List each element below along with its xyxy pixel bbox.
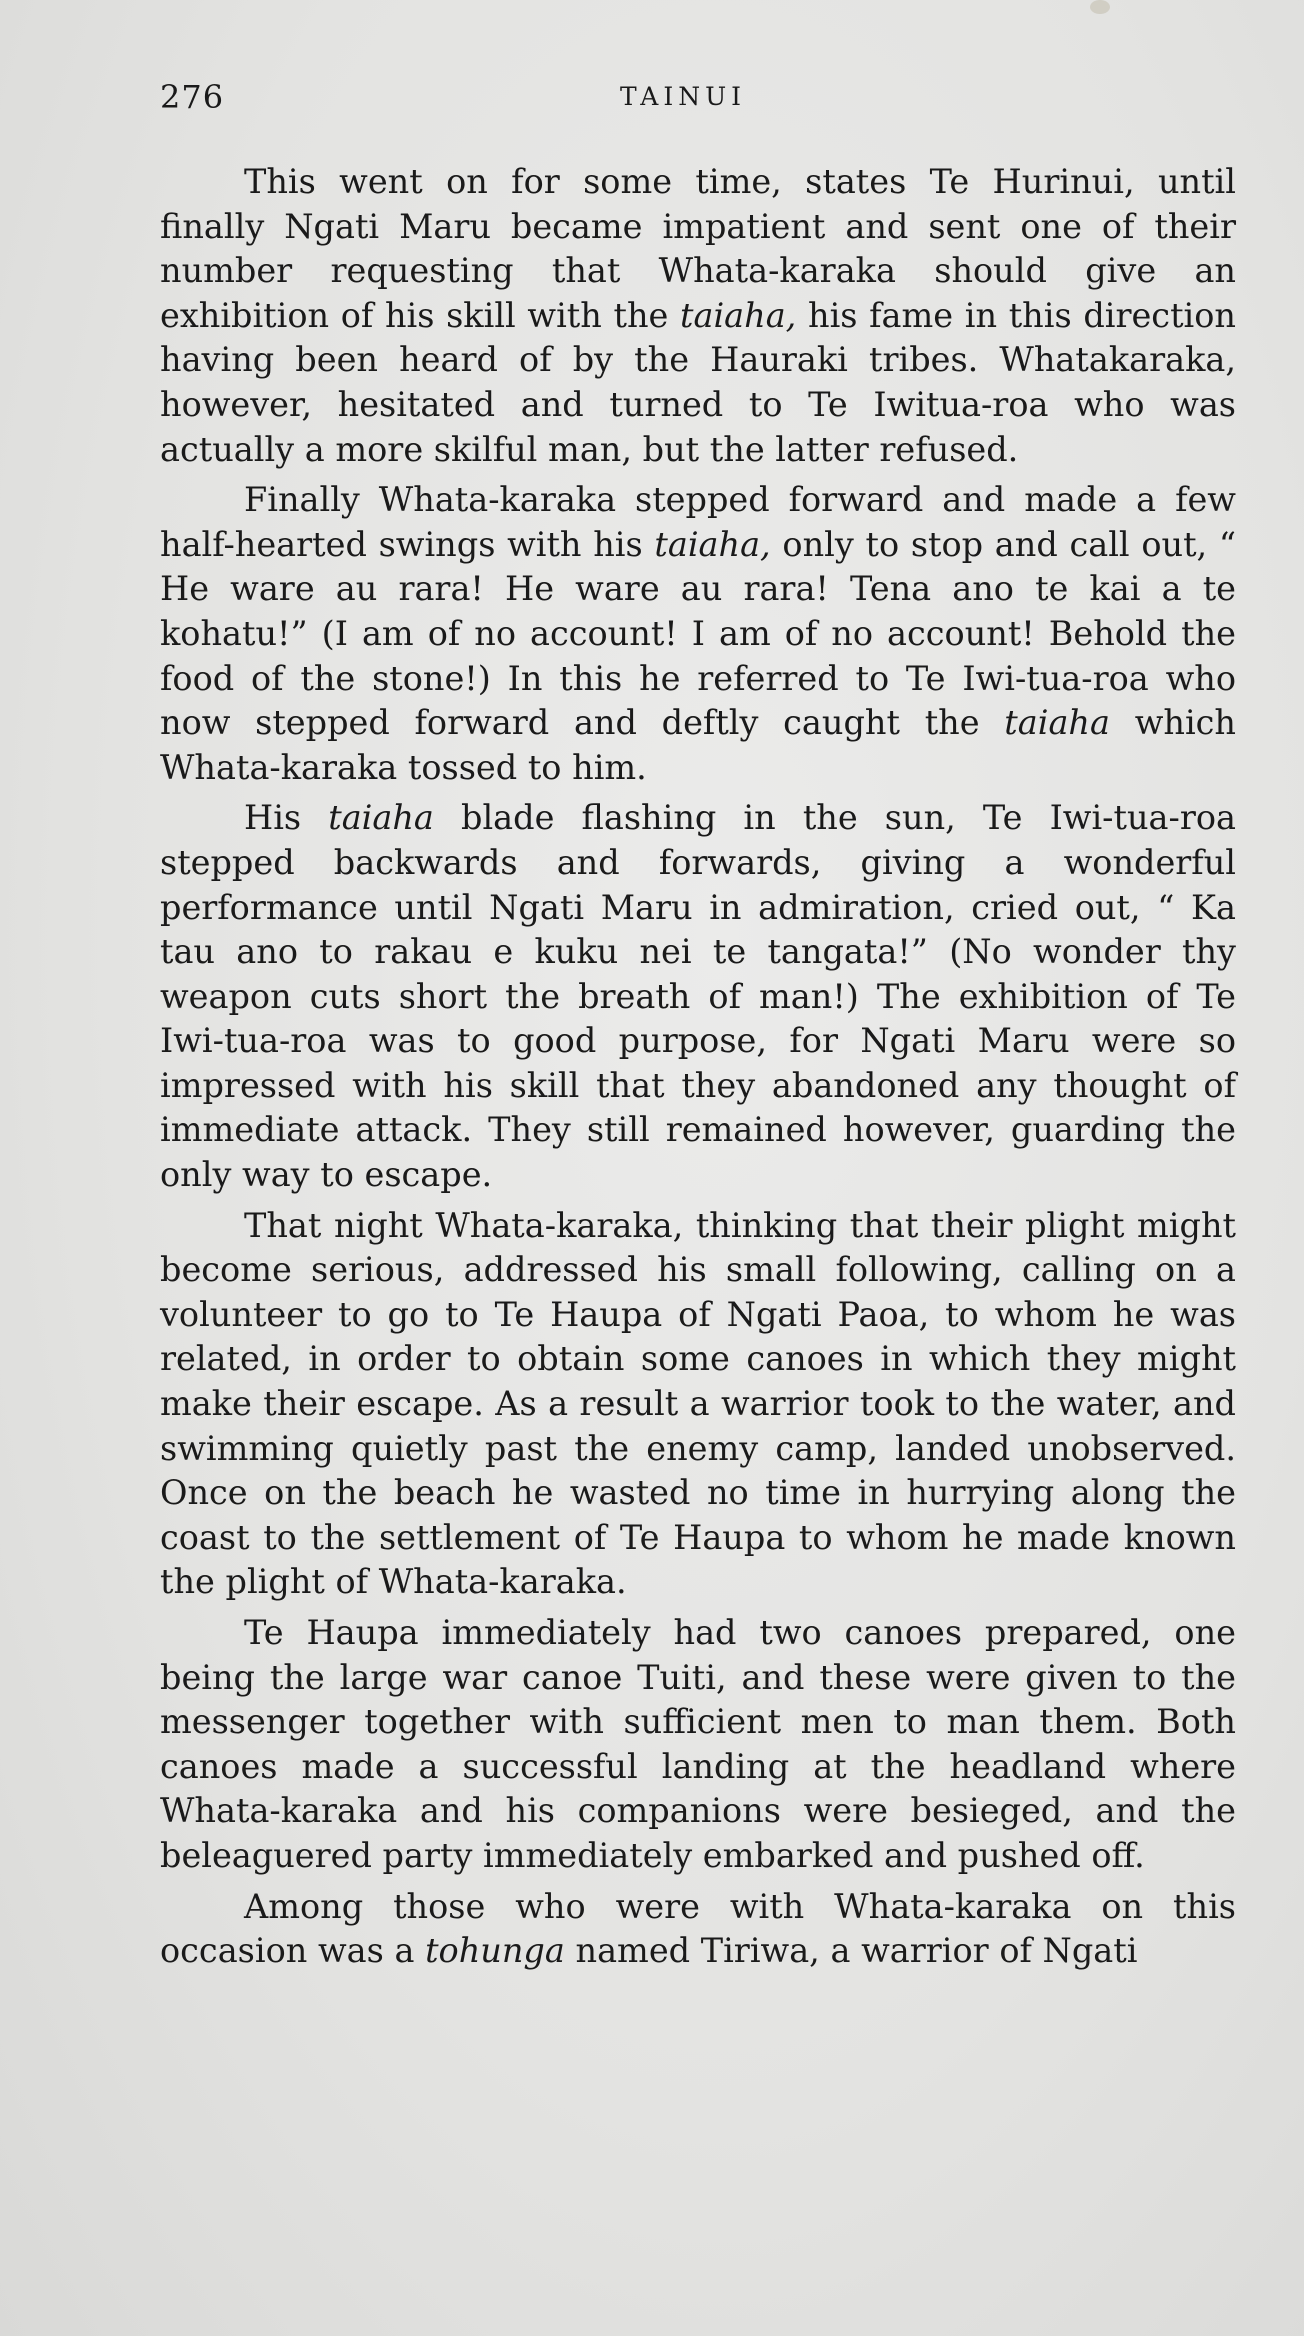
text-run: blade flashing in the sun, Te Iwi-tua-roa stepped backwards and forwards, giving a wonderful performance until Ngati Maru in admiration, cried out, “ Ka tau ano to rakau e kuku nei te tangata!” (No wonder thy weapon cuts short the breath of man!) The exhibition of Te Iwi-tua-roa was to good purpose, for Ngati Maru were so impressed with his skill that they abandoned any thought of immediate attack. They still remained however, guarding the only way to escape.: [160, 798, 1236, 1195]
text-run: named Tiriwa, a warrior of Ngati: [564, 1931, 1138, 1971]
italic-term: taiaha,: [680, 295, 797, 335]
paragraph: [160, 478, 1236, 790]
text-run: That night Whata-karaka, thinking that their plight might become serious, addressed his small following, calling on a volunteer to go to Te Haupa of Ngati Paoa, to whom he was related, in order to obtain some canoes in which they might make their escape. As a result a warrior took to the water, and swimming quietly past the enemy camp, landed unobserved. Once on the beach he wasted no time in hurrying along the coast to the settlement of Te Haupa to whom he made known the plight of Whata-karaka.: [160, 1205, 1236, 1602]
page-number: 276: [160, 78, 225, 116]
paragraph: [160, 160, 1236, 472]
text-run: his fame in this direction having been heard of by the Hauraki tribes. Whatakaraka, however, hesitated and turned to Te Iwitua-roa who was actually a more skilful man, but the latter refused.: [160, 295, 1236, 469]
italic-term: tohunga: [425, 1931, 565, 1971]
body-text: [160, 160, 1236, 1974]
text-run: Finally Whata-karaka stepped forward and made a few half-hearted swings with his: [160, 480, 1236, 564]
text-run: This went on for some time, states Te Hurinui, until finally Ngati Maru became impatient and sent one of their number requesting that Whata-karaka should give an exhibition of his skill with the: [160, 162, 1236, 335]
paper-speck: [1090, 0, 1110, 14]
running-title: TAINUI: [620, 82, 747, 111]
page-header: [160, 78, 1240, 128]
paragraph: [160, 1611, 1236, 1879]
text-run: which Whata-karaka tossed to him.: [160, 703, 1237, 787]
text-run: Te Haupa immediately had two canoes prepared, one being the large war canoe Tuiti, and these were given to the messenger together with sufficient men to man them. Both canoes made a successful landing at the headland where Whata-karaka and his companions were besieged, and the beleaguered party immediately embarked and pushed off.: [160, 1613, 1236, 1875]
text-run: only to stop and call out, “ He ware au rara! He ware au rara! Tena ano te kai a te kohatu!” (I am of no account! I am of no account! Behold the food of the stone!) In this he referred to Te Iwi-tua-roa who now stepped forward and deftly caught the: [160, 524, 1236, 743]
text-run: Among those who were with Whata-karaka on this occasion was a: [160, 1886, 1236, 1971]
paragraph: [160, 796, 1236, 1197]
italic-term: taiaha: [328, 798, 434, 838]
paragraph: [160, 1204, 1236, 1605]
text-run: His: [244, 798, 329, 838]
italic-term: taiaha,: [654, 524, 771, 564]
italic-term: taiaha: [1004, 703, 1110, 743]
paragraph: [160, 1885, 1236, 1974]
